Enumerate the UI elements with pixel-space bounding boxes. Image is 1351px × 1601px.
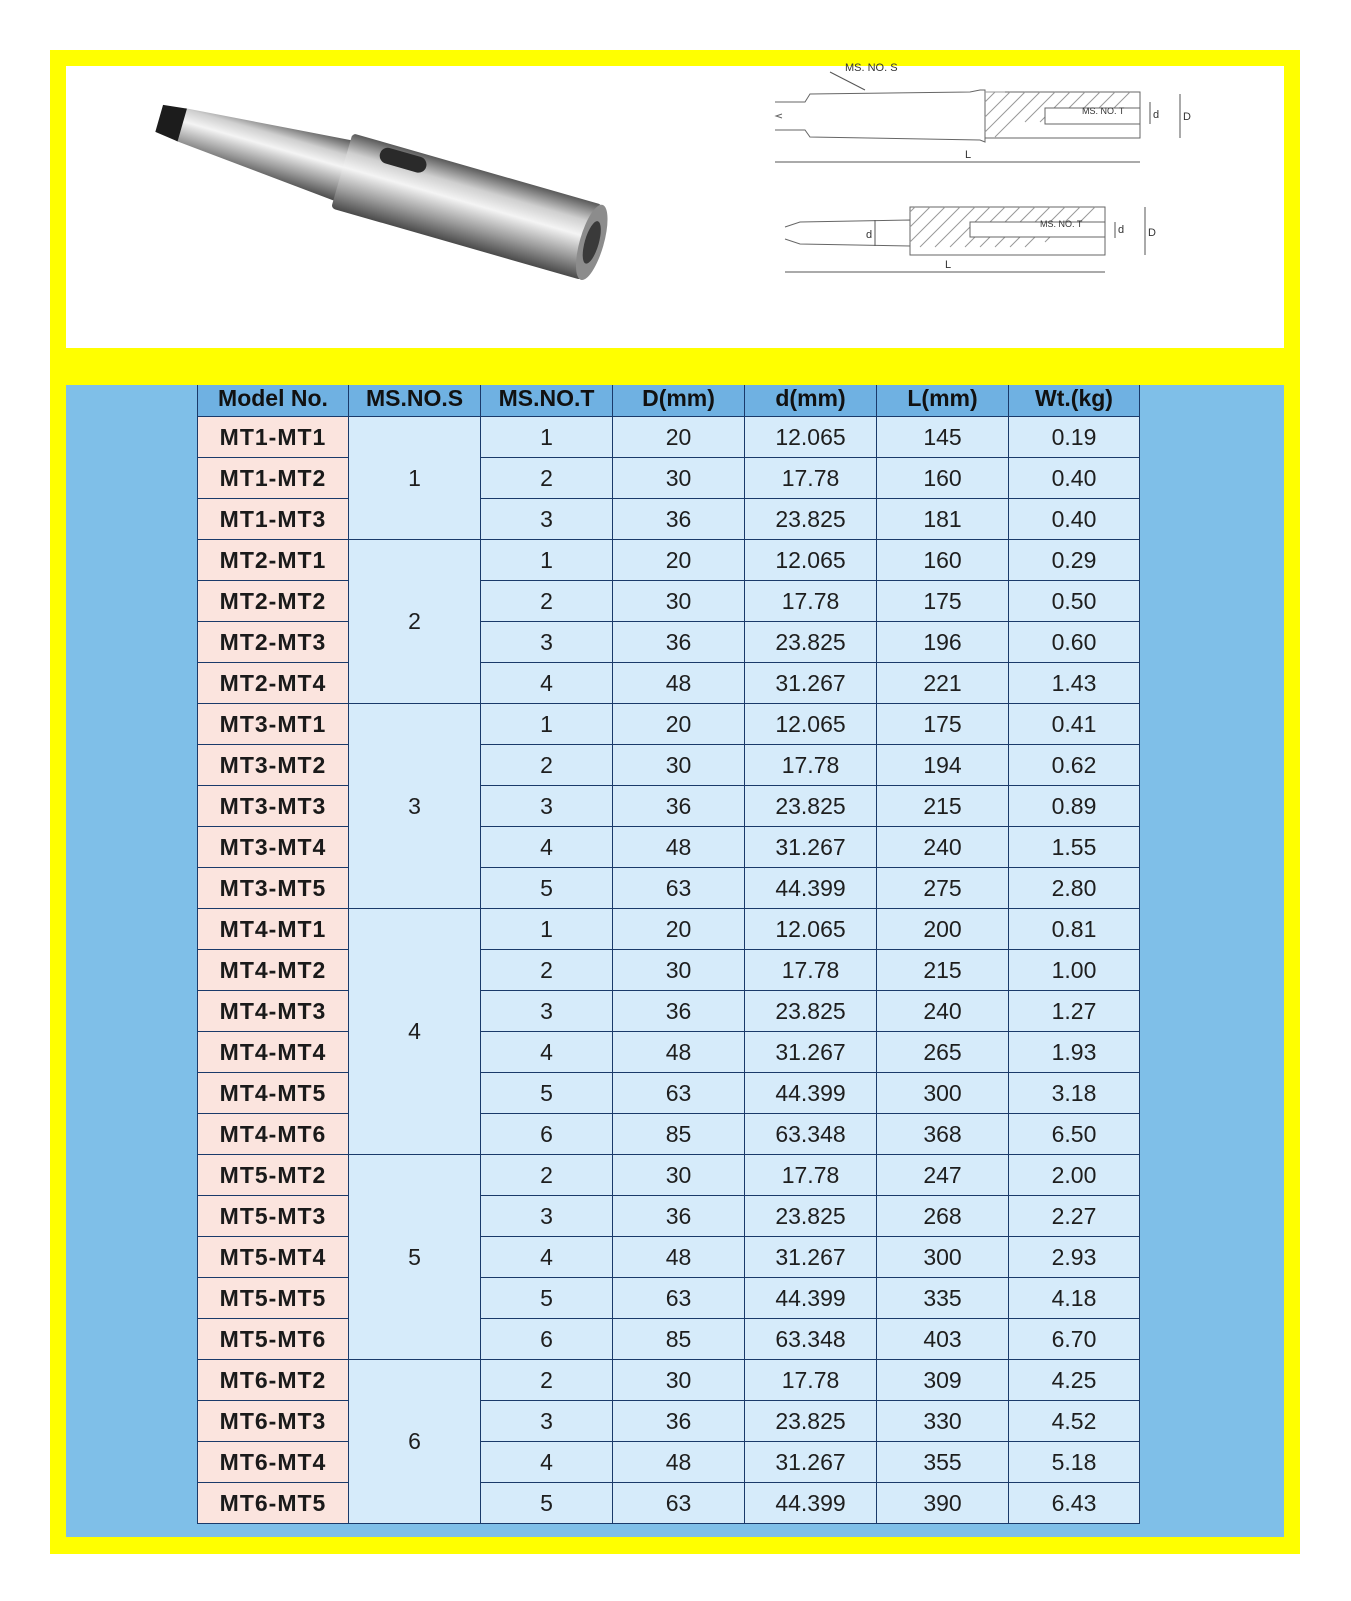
d-large-cell: 63 bbox=[613, 1483, 745, 1524]
table-row bbox=[198, 622, 1140, 663]
header-length: L(mm) bbox=[877, 385, 1009, 417]
table-row bbox=[198, 540, 1140, 581]
length-cell: 300 bbox=[877, 1237, 1009, 1278]
length-cell: 247 bbox=[877, 1155, 1009, 1196]
model-no-cell: MT3-MT3 bbox=[198, 786, 349, 827]
weight-cell: 2.80 bbox=[1009, 868, 1140, 909]
d-small-cell: 12.065 bbox=[745, 704, 877, 745]
d-large-cell: 48 bbox=[613, 1237, 745, 1278]
weight-cell: 0.81 bbox=[1009, 909, 1140, 950]
header-d-small: d(mm) bbox=[745, 385, 877, 417]
d-small-cell: 63.348 bbox=[745, 1114, 877, 1155]
weight-cell: 6.43 bbox=[1009, 1483, 1140, 1524]
d-large-cell: 30 bbox=[613, 950, 745, 991]
length-cell: 145 bbox=[877, 417, 1009, 458]
d-large-cell: 36 bbox=[613, 991, 745, 1032]
d-small-cell: 44.399 bbox=[745, 1483, 877, 1524]
table-row bbox=[198, 868, 1140, 909]
d-small-cell: 31.267 bbox=[745, 1237, 877, 1278]
ms-no-t-cell: 3 bbox=[481, 622, 613, 663]
ms-no-t-cell: 4 bbox=[481, 663, 613, 704]
header-ms-no-t: MS.NO.T bbox=[481, 385, 613, 417]
d-large-cell: 20 bbox=[613, 540, 745, 581]
spec-table bbox=[197, 385, 1140, 1524]
weight-cell: 1.55 bbox=[1009, 827, 1140, 868]
d-small-cell: 23.825 bbox=[745, 786, 877, 827]
d-large-cell: 36 bbox=[613, 622, 745, 663]
table-body bbox=[198, 417, 1140, 1524]
weight-cell: 4.52 bbox=[1009, 1401, 1140, 1442]
d-small-cell: 17.78 bbox=[745, 458, 877, 499]
table-row bbox=[198, 745, 1140, 786]
d-small-cell: 44.399 bbox=[745, 868, 877, 909]
d-small-cell: 12.065 bbox=[745, 540, 877, 581]
length-cell: 160 bbox=[877, 458, 1009, 499]
d-small-cell: 44.399 bbox=[745, 1278, 877, 1319]
model-no-cell: MT2-MT1 bbox=[198, 540, 349, 581]
model-no-cell: MT4-MT3 bbox=[198, 991, 349, 1032]
length-cell: 403 bbox=[877, 1319, 1009, 1360]
d-small-cell: 17.78 bbox=[745, 581, 877, 622]
model-no-cell: MT6-MT5 bbox=[198, 1483, 349, 1524]
table-row bbox=[198, 417, 1140, 458]
d-small-cell: 63.348 bbox=[745, 1319, 877, 1360]
length-cell: 215 bbox=[877, 950, 1009, 991]
length-cell: 390 bbox=[877, 1483, 1009, 1524]
d-small-cell: 23.825 bbox=[745, 622, 877, 663]
d-small-cell: 23.825 bbox=[745, 991, 877, 1032]
table-row bbox=[198, 950, 1140, 991]
table-row bbox=[198, 1237, 1140, 1278]
d-large-cell: 30 bbox=[613, 1360, 745, 1401]
length-cell: 196 bbox=[877, 622, 1009, 663]
ms-no-t-cell: 4 bbox=[481, 1237, 613, 1278]
weight-cell: 2.93 bbox=[1009, 1237, 1140, 1278]
weight-cell: 0.89 bbox=[1009, 786, 1140, 827]
model-no-cell: MT6-MT2 bbox=[198, 1360, 349, 1401]
d-small-cell: 17.78 bbox=[745, 745, 877, 786]
length-cell: 194 bbox=[877, 745, 1009, 786]
length-cell: 181 bbox=[877, 499, 1009, 540]
d-small-cell: 44.399 bbox=[745, 1073, 877, 1114]
taper-sleeve-photo bbox=[140, 95, 620, 285]
table-row bbox=[198, 827, 1140, 868]
table-row bbox=[198, 499, 1140, 540]
ms-no-t-cell: 5 bbox=[481, 1278, 613, 1319]
table-row bbox=[198, 1155, 1140, 1196]
ms-no-t-cell: 4 bbox=[481, 827, 613, 868]
ms-no-t-cell: 6 bbox=[481, 1114, 613, 1155]
ms-no-t-cell: 5 bbox=[481, 1073, 613, 1114]
d-large-cell: 30 bbox=[613, 581, 745, 622]
weight-cell: 1.93 bbox=[1009, 1032, 1140, 1073]
dim-d-small-top: d bbox=[1153, 109, 1160, 121]
weight-cell: 1.00 bbox=[1009, 950, 1140, 991]
length-cell: 300 bbox=[877, 1073, 1009, 1114]
ms-no-t-cell: 2 bbox=[481, 950, 613, 991]
table-row bbox=[198, 663, 1140, 704]
weight-cell: 0.60 bbox=[1009, 622, 1140, 663]
model-no-cell: MT5-MT3 bbox=[198, 1196, 349, 1237]
table-row bbox=[198, 1483, 1140, 1524]
weight-cell: 5.18 bbox=[1009, 1442, 1140, 1483]
model-no-cell: MT1-MT1 bbox=[198, 417, 349, 458]
d-large-cell: 36 bbox=[613, 499, 745, 540]
dim-d-large-top: D bbox=[1183, 111, 1191, 123]
ms-no-t-label-top: MS. NO. T bbox=[1082, 106, 1125, 116]
table-row bbox=[198, 1032, 1140, 1073]
d-small-cell: 12.065 bbox=[745, 417, 877, 458]
d-small-cell: 12.065 bbox=[745, 909, 877, 950]
d-large-cell: 48 bbox=[613, 827, 745, 868]
ms-no-t-cell: 1 bbox=[481, 417, 613, 458]
ms-no-t-cell: 2 bbox=[481, 1155, 613, 1196]
d-large-cell: 85 bbox=[613, 1319, 745, 1360]
length-cell: 268 bbox=[877, 1196, 1009, 1237]
header-weight: Wt.(kg) bbox=[1009, 385, 1140, 417]
dimension-drawings bbox=[770, 62, 1240, 322]
weight-cell: 2.00 bbox=[1009, 1155, 1140, 1196]
ms-no-s-label: MS. NO. S bbox=[845, 62, 898, 74]
d-large-cell: 20 bbox=[613, 704, 745, 745]
dim-l-bottom: L bbox=[945, 259, 952, 271]
d-small-cell: 31.267 bbox=[745, 827, 877, 868]
d-small-cell: 31.267 bbox=[745, 1032, 877, 1073]
table-row bbox=[198, 991, 1140, 1032]
table-row bbox=[198, 1442, 1140, 1483]
d-large-cell: 30 bbox=[613, 458, 745, 499]
ms-no-t-cell: 5 bbox=[481, 868, 613, 909]
weight-cell: 0.50 bbox=[1009, 581, 1140, 622]
d-small-cell: 31.267 bbox=[745, 663, 877, 704]
model-no-cell: MT5-MT6 bbox=[198, 1319, 349, 1360]
length-cell: 240 bbox=[877, 991, 1009, 1032]
length-cell: 240 bbox=[877, 827, 1009, 868]
ms-no-t-cell: 2 bbox=[481, 1360, 613, 1401]
length-cell: 265 bbox=[877, 1032, 1009, 1073]
weight-cell: 0.62 bbox=[1009, 745, 1140, 786]
d-small-cell: 23.825 bbox=[745, 1401, 877, 1442]
ms-no-t-cell: 3 bbox=[481, 1401, 613, 1442]
model-no-cell: MT2-MT2 bbox=[198, 581, 349, 622]
ms-no-t-cell: 2 bbox=[481, 458, 613, 499]
table-row bbox=[198, 1114, 1140, 1155]
weight-cell: 1.27 bbox=[1009, 991, 1140, 1032]
length-cell: 368 bbox=[877, 1114, 1009, 1155]
ms-no-t-cell: 3 bbox=[481, 499, 613, 540]
weight-cell: 0.40 bbox=[1009, 458, 1140, 499]
model-no-cell: MT3-MT5 bbox=[198, 868, 349, 909]
dim-l-top: L bbox=[965, 149, 972, 161]
weight-cell: 0.29 bbox=[1009, 540, 1140, 581]
d-small-cell: 23.825 bbox=[745, 1196, 877, 1237]
model-no-cell: MT4-MT6 bbox=[198, 1114, 349, 1155]
ms-no-t-cell: 3 bbox=[481, 991, 613, 1032]
model-no-cell: MT5-MT2 bbox=[198, 1155, 349, 1196]
model-no-cell: MT3-MT4 bbox=[198, 827, 349, 868]
dim-d-bottom-left: d bbox=[866, 229, 873, 241]
length-cell: 200 bbox=[877, 909, 1009, 950]
model-no-cell: MT4-MT4 bbox=[198, 1032, 349, 1073]
d-small-cell: 17.78 bbox=[745, 1155, 877, 1196]
ms-no-t-cell: 4 bbox=[481, 1442, 613, 1483]
ms-no-t-cell: 3 bbox=[481, 1196, 613, 1237]
length-cell: 215 bbox=[877, 786, 1009, 827]
weight-cell: 4.18 bbox=[1009, 1278, 1140, 1319]
table-row bbox=[198, 1319, 1140, 1360]
length-cell: 335 bbox=[877, 1278, 1009, 1319]
weight-cell: 0.19 bbox=[1009, 417, 1140, 458]
length-cell: 175 bbox=[877, 581, 1009, 622]
table-row bbox=[198, 1360, 1140, 1401]
length-cell: 175 bbox=[877, 704, 1009, 745]
ms-no-s-cell: 1 bbox=[349, 417, 481, 540]
model-no-cell: MT5-MT5 bbox=[198, 1278, 349, 1319]
length-cell: 160 bbox=[877, 540, 1009, 581]
weight-cell: 6.50 bbox=[1009, 1114, 1140, 1155]
d-large-cell: 63 bbox=[613, 1278, 745, 1319]
ms-no-s-cell: 4 bbox=[349, 909, 481, 1155]
weight-cell: 6.70 bbox=[1009, 1319, 1140, 1360]
model-no-cell: MT2-MT4 bbox=[198, 663, 349, 704]
ms-no-s-cell: 6 bbox=[349, 1360, 481, 1524]
d-large-cell: 48 bbox=[613, 1032, 745, 1073]
dim-d-large-bottom: D bbox=[1148, 227, 1156, 239]
model-no-cell: MT2-MT3 bbox=[198, 622, 349, 663]
d-small-cell: 17.78 bbox=[745, 1360, 877, 1401]
d-large-cell: 48 bbox=[613, 663, 745, 704]
ms-no-t-cell: 3 bbox=[481, 786, 613, 827]
d-large-cell: 20 bbox=[613, 417, 745, 458]
d-large-cell: 85 bbox=[613, 1114, 745, 1155]
d-large-cell: 63 bbox=[613, 1073, 745, 1114]
ms-no-s-cell: 5 bbox=[349, 1155, 481, 1360]
table-row bbox=[198, 786, 1140, 827]
weight-cell: 0.41 bbox=[1009, 704, 1140, 745]
model-no-cell: MT1-MT2 bbox=[198, 458, 349, 499]
model-no-cell: MT3-MT2 bbox=[198, 745, 349, 786]
length-cell: 355 bbox=[877, 1442, 1009, 1483]
length-cell: 309 bbox=[877, 1360, 1009, 1401]
table-row bbox=[198, 704, 1140, 745]
header-model-no: Model No. bbox=[198, 385, 349, 417]
ms-no-t-cell: 2 bbox=[481, 581, 613, 622]
header-d-large: D(mm) bbox=[613, 385, 745, 417]
dim-d-small-bottom: d bbox=[1118, 224, 1125, 236]
model-no-cell: MT6-MT4 bbox=[198, 1442, 349, 1483]
model-no-cell: MT5-MT4 bbox=[198, 1237, 349, 1278]
d-large-cell: 36 bbox=[613, 1401, 745, 1442]
ms-no-t-cell: 4 bbox=[481, 1032, 613, 1073]
table-row bbox=[198, 458, 1140, 499]
table-row bbox=[198, 1278, 1140, 1319]
weight-cell: 0.40 bbox=[1009, 499, 1140, 540]
table-row bbox=[198, 1401, 1140, 1442]
d-small-cell: 31.267 bbox=[745, 1442, 877, 1483]
d-small-cell: 23.825 bbox=[745, 499, 877, 540]
table-row bbox=[198, 909, 1140, 950]
d-large-cell: 63 bbox=[613, 868, 745, 909]
d-large-cell: 30 bbox=[613, 1155, 745, 1196]
weight-cell: 3.18 bbox=[1009, 1073, 1140, 1114]
d-small-cell: 17.78 bbox=[745, 950, 877, 991]
length-cell: 275 bbox=[877, 868, 1009, 909]
model-no-cell: MT3-MT1 bbox=[198, 704, 349, 745]
ms-no-s-cell: 3 bbox=[349, 704, 481, 909]
d-large-cell: 48 bbox=[613, 1442, 745, 1483]
ms-no-s-cell: 2 bbox=[349, 540, 481, 704]
weight-cell: 4.25 bbox=[1009, 1360, 1140, 1401]
model-no-cell: MT4-MT2 bbox=[198, 950, 349, 991]
ms-no-t-cell: 1 bbox=[481, 704, 613, 745]
model-no-cell: MT4-MT1 bbox=[198, 909, 349, 950]
d-large-cell: 36 bbox=[613, 1196, 745, 1237]
table-row bbox=[198, 1073, 1140, 1114]
model-no-cell: MT6-MT3 bbox=[198, 1401, 349, 1442]
table-header-row bbox=[198, 385, 1140, 417]
d-large-cell: 36 bbox=[613, 786, 745, 827]
model-no-cell: MT4-MT5 bbox=[198, 1073, 349, 1114]
ms-no-t-cell: 2 bbox=[481, 745, 613, 786]
ms-no-t-cell: 1 bbox=[481, 540, 613, 581]
spec-table-panel bbox=[66, 385, 1284, 1537]
weight-cell: 1.43 bbox=[1009, 663, 1140, 704]
table-row bbox=[198, 1196, 1140, 1237]
ms-no-t-cell: 6 bbox=[481, 1319, 613, 1360]
length-cell: 221 bbox=[877, 663, 1009, 704]
header-ms-no-s: MS.NO.S bbox=[349, 385, 481, 417]
d-large-cell: 30 bbox=[613, 745, 745, 786]
model-no-cell: MT1-MT3 bbox=[198, 499, 349, 540]
weight-cell: 2.27 bbox=[1009, 1196, 1140, 1237]
ms-no-t-cell: 5 bbox=[481, 1483, 613, 1524]
table-row bbox=[198, 581, 1140, 622]
d-large-cell: 20 bbox=[613, 909, 745, 950]
ms-no-t-cell: 1 bbox=[481, 909, 613, 950]
ms-no-t-label-bottom: MS. NO. T bbox=[1040, 219, 1083, 229]
length-cell: 330 bbox=[877, 1401, 1009, 1442]
